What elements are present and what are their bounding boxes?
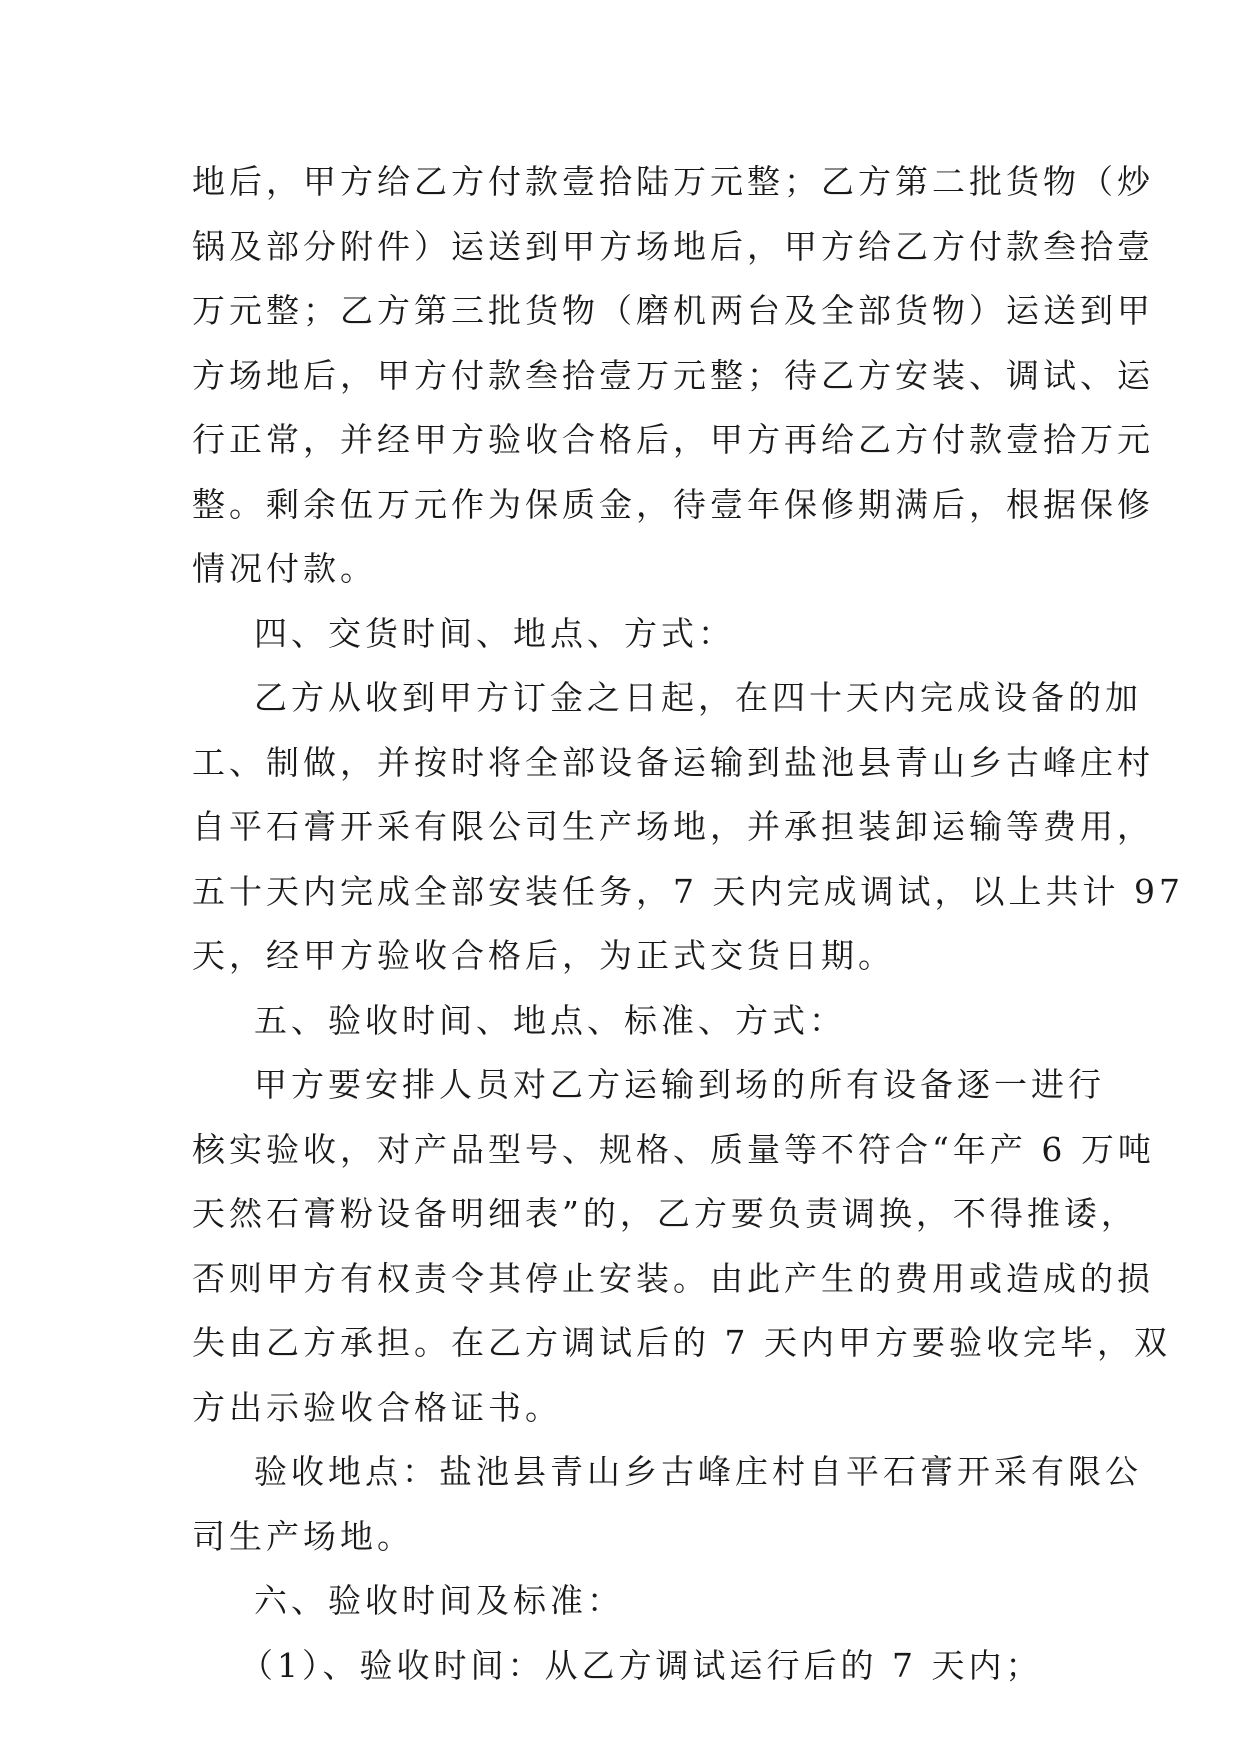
paragraph-line: 核实验收，对产品型号、规格、质量等不符合“年产 6 万吨: [192, 1129, 1155, 1169]
section-heading: 五、验收时间、地点、标准、方式：: [254, 1000, 846, 1040]
document-page: [192, 150, 1184, 1698]
paragraph-line: 验收地点：盐池县青山乡古峰庄村自平石膏开采有限公: [254, 1452, 1142, 1491]
paragraph-line: 地后，甲方给乙方付款壹拾陆万元整；乙方第二批货物（炒: [192, 162, 1154, 201]
paragraph-line: 乙方从收到甲方订金之日起，在四十天内完成设备的加: [254, 678, 1142, 717]
paragraph-line: 工、制做，并按时将全部设备运输到盐池县青山乡古峰庄村: [192, 742, 1154, 782]
paragraph-line: 方场地后，甲方付款叁拾壹万元整；待乙方安装、调试、运: [192, 355, 1154, 395]
paragraph-line: 整。剩余伍万元作为保质金，待壹年保修期满后，根据保修: [192, 484, 1154, 524]
paragraph-line: 五十天内完成全部安装任务，7 天内完成调试，以上共计 97: [192, 871, 1184, 911]
paragraph-line: 锅及部分附件）运送到甲方场地后，甲方给乙方付款叁拾壹: [192, 226, 1154, 266]
paragraph-line: 行正常，并经甲方验收合格后，甲方再给乙方付款壹拾万元: [192, 420, 1154, 459]
section-heading: 四、交货时间、地点、方式：: [254, 613, 735, 653]
paragraph-line: 天然石膏粉设备明细表”的，乙方要负责调换，不得推诿，: [192, 1194, 1138, 1233]
paragraph-line: 司生产场地。: [192, 1516, 414, 1556]
list-item: （1）、验收时间：从乙方调试运行后的 7 天内；: [240, 1645, 1043, 1685]
paragraph-line: 情况付款。: [192, 549, 377, 588]
paragraph-line: 天，经甲方验收合格后，为正式交货日期。: [192, 936, 895, 975]
paragraph-line: 万元整；乙方第三批货物（磨机两台及全部货物）运送到甲: [192, 291, 1154, 330]
paragraph-line: 甲方要安排人员对乙方运输到场的所有设备逐一进行: [254, 1065, 1105, 1104]
paragraph-line: 方出示验收合格证书。: [192, 1387, 562, 1427]
paragraph-line: 自平石膏开采有限公司生产场地，并承担装卸运输等费用，: [192, 807, 1154, 846]
section-heading: 六、验收时间及标准：: [254, 1581, 624, 1620]
paragraph-line: 失由乙方承担。在乙方调试后的 7 天内甲方要验收完毕，双: [192, 1323, 1171, 1362]
paragraph-line: 否则甲方有权责令其停止安装。由此产生的费用或造成的损: [192, 1258, 1154, 1298]
